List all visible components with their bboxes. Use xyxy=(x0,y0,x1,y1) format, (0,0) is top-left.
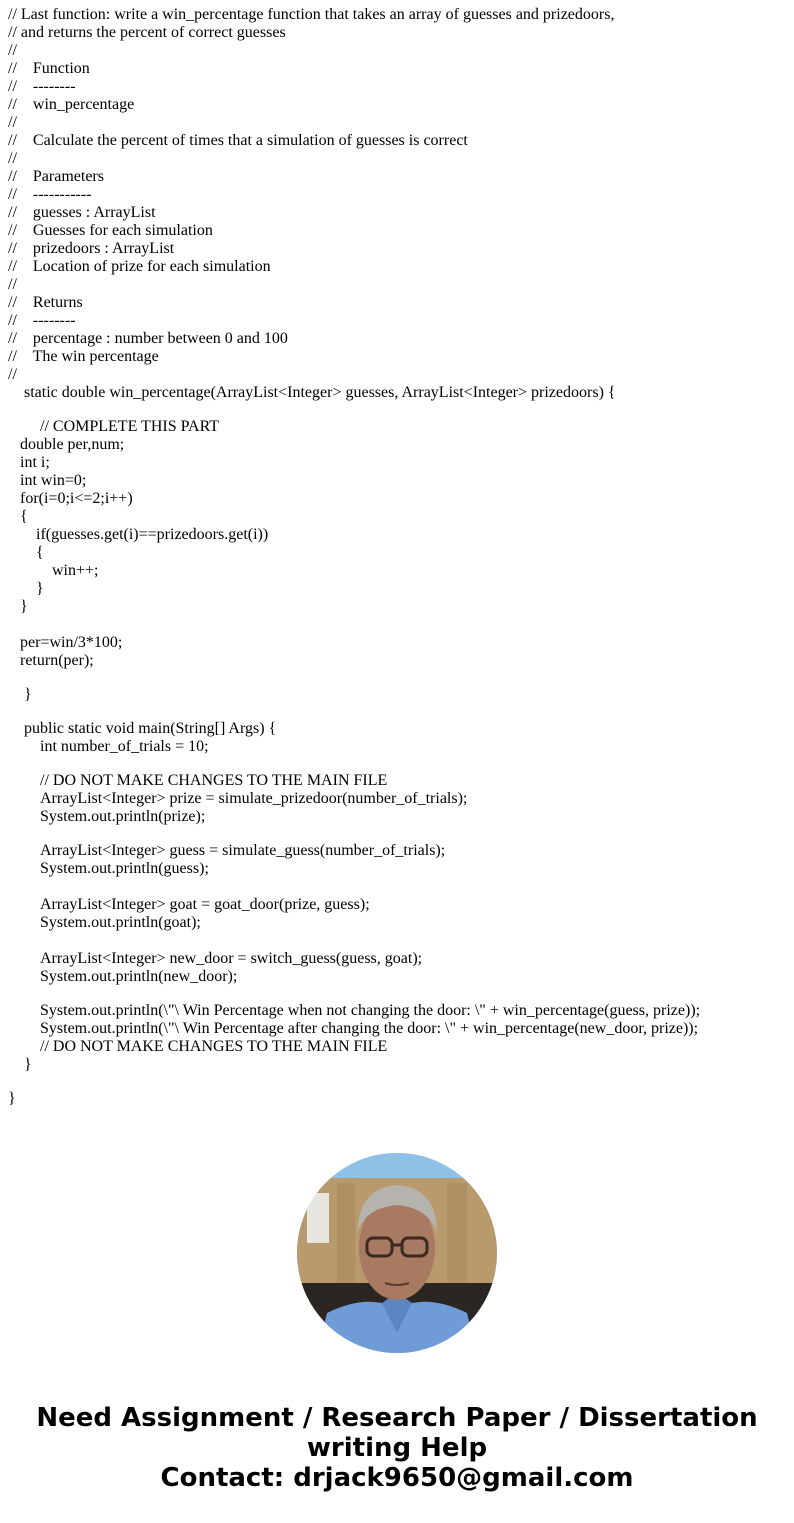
code-line: // xyxy=(8,366,17,383)
promo-banner xyxy=(0,1403,794,1493)
code-line: // -------- xyxy=(8,78,76,95)
code-line: // xyxy=(8,42,17,59)
code-line: // Returns xyxy=(8,294,83,311)
code-line: // win_percentage xyxy=(8,96,135,113)
code-line: { xyxy=(36,544,44,561)
code-line: } xyxy=(20,598,28,615)
code-line: // percentage : number between 0 and 100 xyxy=(8,330,288,347)
code-line: // Location of prize for each simulation xyxy=(8,258,271,275)
code-line: // DO NOT MAKE CHANGES TO THE MAIN FILE xyxy=(40,772,388,789)
code-line: } xyxy=(24,686,32,703)
code-line: // Guesses for each simulation xyxy=(8,222,213,239)
avatar xyxy=(297,1153,497,1353)
code-line: // Last function: write a win_percentage function that takes an array of guesses and prizedoors, xyxy=(8,6,615,23)
code-line: System.out.println(\"\ Win Percentage when not changing the door: \" + win_percentage(guess, prize)); xyxy=(40,1002,701,1019)
code-line: int number_of_trials = 10; xyxy=(40,738,209,755)
code-line: for(i=0;i<=2;i++) xyxy=(20,490,133,507)
code-line: } xyxy=(24,1056,32,1073)
code-line: } xyxy=(8,1090,16,1107)
code-line: double per,num; xyxy=(20,436,125,453)
code-line: // xyxy=(8,276,17,293)
code-line: ArrayList<Integer> goat = goat_door(prize, guess); xyxy=(40,896,370,913)
code-line: ArrayList<Integer> new_door = switch_guess(guess, goat); xyxy=(40,950,423,967)
code-line: // prizedoors : ArrayList xyxy=(8,240,175,257)
code-line: int win=0; xyxy=(20,472,87,489)
code-line: per=win/3*100; xyxy=(20,634,123,651)
code-line: // guesses : ArrayList xyxy=(8,204,156,221)
code-line: // The win percentage xyxy=(8,348,159,365)
code-line: // Calculate the percent of times that a simulation of guesses is correct xyxy=(8,132,468,149)
code-line: // Parameters xyxy=(8,168,104,185)
code-line: int i; xyxy=(20,454,50,471)
code-line: // xyxy=(8,150,17,167)
code-line: // xyxy=(8,114,17,131)
promo-headline: Need Assignment / Research Paper / Dissertation xyxy=(36,1403,758,1433)
code-line: static double win_percentage(ArrayList<Integer> guesses, ArrayList<Integer> prizedoors) { xyxy=(24,384,616,401)
promo-subheadline: writing Help xyxy=(306,1433,488,1463)
code-line: { xyxy=(20,508,28,525)
code-line: ArrayList<Integer> prize = simulate_prizedoor(number_of_trials); xyxy=(40,790,468,807)
code-line: System.out.println(goat); xyxy=(40,914,201,931)
code-line: win++; xyxy=(52,562,99,579)
code-line: System.out.println(prize); xyxy=(40,808,206,825)
code-line: // -------- xyxy=(8,312,76,329)
code-line: // DO NOT MAKE CHANGES TO THE MAIN FILE xyxy=(40,1038,388,1055)
code-line: System.out.println(guess); xyxy=(40,860,209,877)
code-line: ArrayList<Integer> guess = simulate_guess(number_of_trials); xyxy=(40,842,446,859)
portrait-image xyxy=(297,1153,497,1353)
code-line: // COMPLETE THIS PART xyxy=(40,418,220,435)
code-line: if(guesses.get(i)==prizedoors.get(i)) xyxy=(36,526,269,543)
code-line: return(per); xyxy=(20,652,94,669)
code-line: // and returns the percent of correct guesses xyxy=(8,24,286,41)
promo-contact: Contact: drjack9650@gmail.com xyxy=(160,1463,634,1493)
code-line: System.out.println(new_door); xyxy=(40,968,238,985)
code-line: public static void main(String[] Args) { xyxy=(24,720,277,737)
code-line: // Function xyxy=(8,60,90,77)
code-line: } xyxy=(36,580,44,597)
code-line: System.out.println(\"\ Win Percentage after changing the door: \" + win_percentage(new_door, prize)); xyxy=(40,1020,699,1037)
code-line: // ----------- xyxy=(8,186,92,203)
